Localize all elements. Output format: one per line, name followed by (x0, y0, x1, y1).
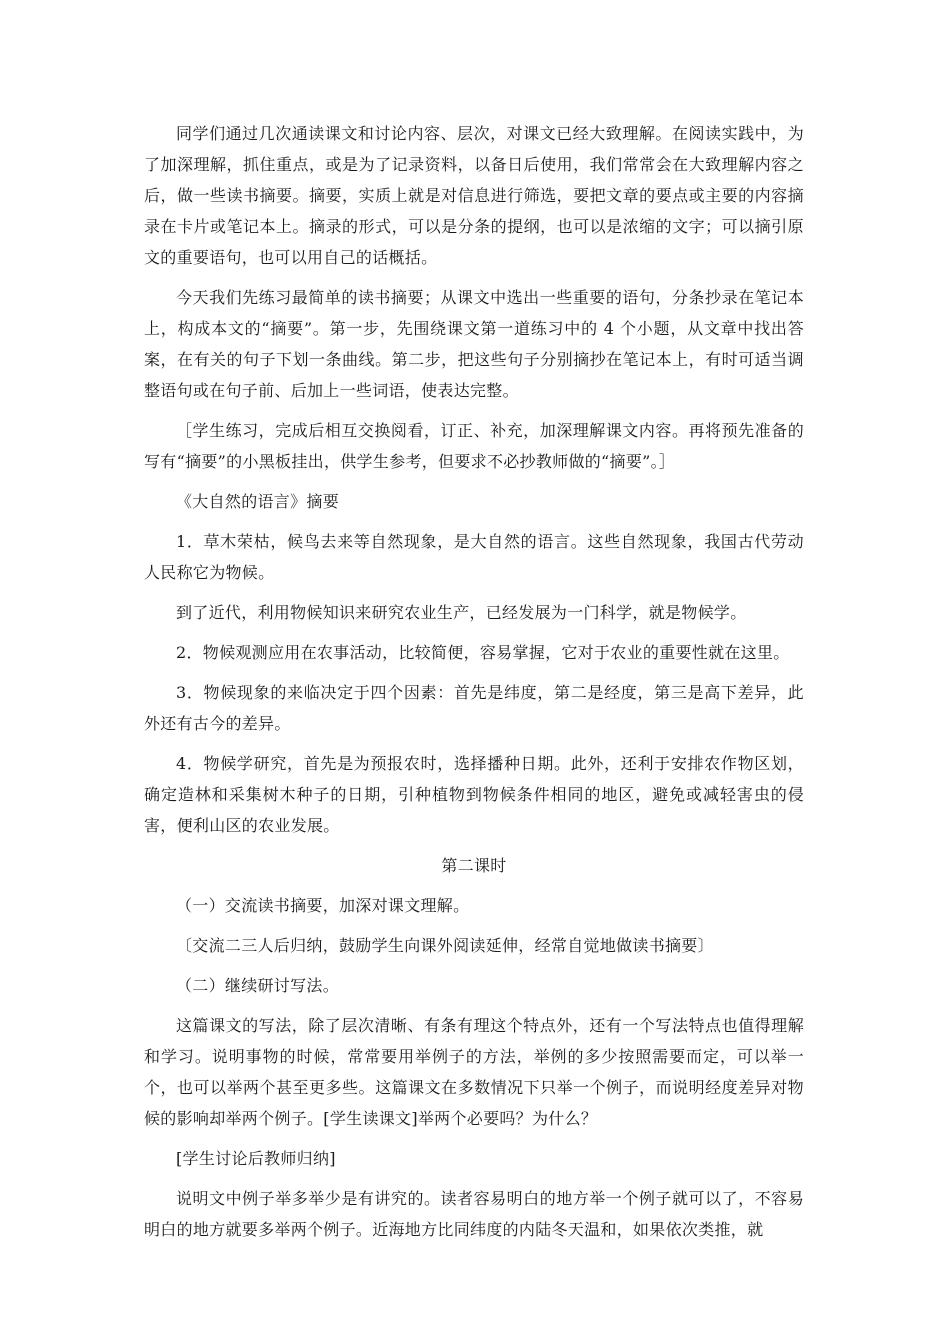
paragraph-teacher-summary-note: [学生讨论后教师归纳] (176, 1149, 336, 1168)
paragraph-examples: 说明文中例子举多举少是有讲究的。读者容易明白的地方举一个例子就可以了，不容易明白的地方就要多举两个例子。近海地方比同纬度的内陆冬天温和，如果依次类推，就 (144, 1189, 804, 1239)
paragraph-practice: 今天我们先练习最简单的读书摘要；从课文中选出一些重要的语句，分条抄录在笔记本上，构成本文的“摘要”。第一步，先围绕课文第一道练习中的 4 个小题，从文章中找出答案，在有关的句子下划一条曲线。第二步，把这些句子分别摘抄在笔记本上，有时可适当调整语句或在句子前、后加上一些词语，使表达完整。 (144, 288, 804, 400)
paragraph-writing-method: 这篇课文的写法，除了层次清晰、有条有理这个特点外，还有一个写法特点也值得理解和学习。说明事物的时候，常常要用举例子的方法，举例的多少按照需要而定，可以举一个，也可以举两个甚至更多些。这篇课文在多数情况下只举一个例子，而说明经度差异对物候的影响却举两个例子。[学生读课文]举两个必要吗？为什么？ (144, 1016, 804, 1128)
paragraph-intro: 同学们通过几次通读课文和讨论内容、层次，对课文已经大致理解。在阅读实践中，为了加深理解，抓住重点，或是为了记录资料，以备日后使用，我们常常会在大致理解内容之后，做一些读书摘要。摘要，实质上就是对信息进行筛选，要把文章的要点或主要的内容摘录在卡片或笔记本上。摘录的形式，可以是分条的提纲，也可以是浓缩的文字；可以摘引原文的重要语句，也可以用自己的话概括。 (144, 124, 804, 267)
summary-item-2: 2．物候观测应用在农事活动，比较简便，容易掌握，它对于农业的重要性就在这里。 (176, 643, 790, 662)
section-heading: 第二课时 (441, 856, 507, 875)
paragraph-student-exercise: ［学生练习，完成后相互交换阅看，订正、补充，加深理解课文内容。再将预先准备的写有“摘要”的小黑板挂出，供学生参考，但要求不必抄教师做的“摘要”。］ (144, 421, 804, 471)
summary-item-1: 1．草木荣枯，候鸟去来等自然现象，是大自然的语言。这些自然现象，我国古代劳动人民称它为物候。 (144, 532, 804, 582)
step-two: （二）继续研讨写法。 (176, 976, 340, 995)
summary-item-4: 4．物候学研究，首先是为预报农时，选择播种日期。此外，还利于安排农作物区划，确定造林和采集树木种子的日期，引种植物到物候条件相同的地区，避免或减轻害虫的侵害，便利山区的农业发展。 (144, 754, 804, 835)
summary-item-1-continued: 到了近代，利用物候知识来研究农业生产，已经发展为一门科学，就是物候学。 (176, 603, 747, 622)
step-one: （一）交流读书摘要，加深对课文理解。 (176, 896, 470, 915)
summary-item-3: 3．物候现象的来临决定于四个因素：首先是纬度，第二是经度，第三是高下差异，此外还有古今的差异。 (144, 683, 804, 733)
document-page (144, 118, 804, 1254)
step-one-note: 〔交流二三人后归纳，鼓励学生向课外阅读延伸，经常自觉地做读书摘要〕 (176, 936, 714, 955)
summary-title: 《大自然的语言》摘要 (176, 492, 340, 511)
